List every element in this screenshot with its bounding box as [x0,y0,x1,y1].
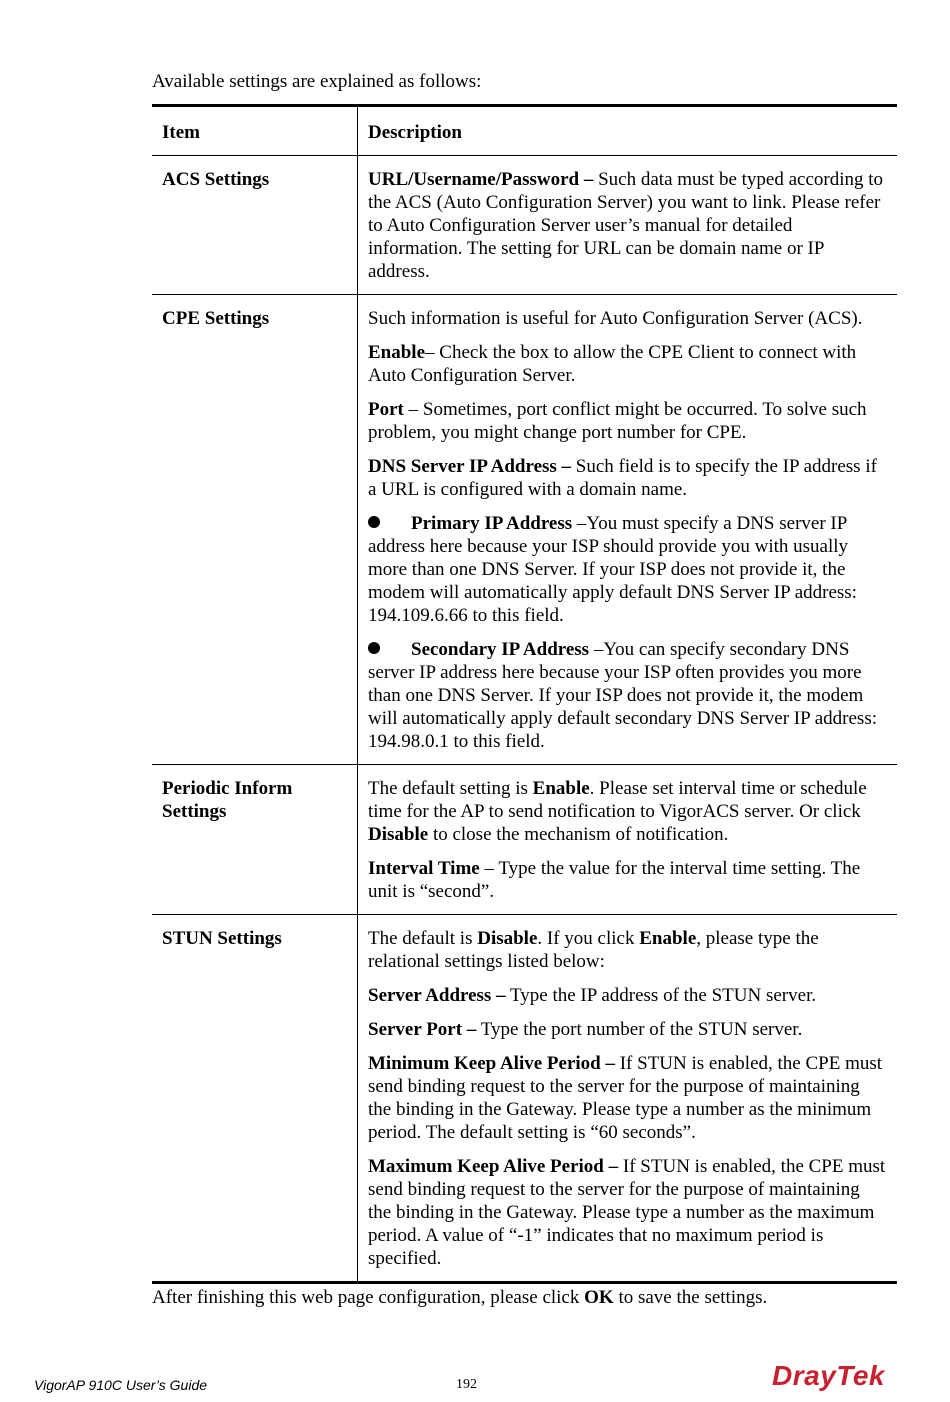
draytek-logo: DrayTek [772,1360,885,1391]
table-row-periodic [152,765,897,915]
periodic-default-paragraph: The default setting is Enable. Please set interval time or schedule time for the AP to send notification to VigorACS server. Or click Disable to close the mechanism of notification. [368,778,867,845]
cpe-port-paragraph: Port – Sometimes, port conflict might be occurred. To solve such problem, you might change port number for CPE. [368,399,867,443]
stun-default-paragraph: The default is Disable. If you click Enable, please type the relational settings listed below: [368,928,819,972]
description-periodic [358,765,898,915]
item-stun-settings: STUN Settings [152,915,358,1283]
item-periodic-inform-settings: Periodic Inform Settings [152,765,358,915]
footer-guide-title: VigorAP 910C User’s Guide [34,1377,208,1393]
intro-text: Available settings are explained as follows: [152,71,482,92]
table-row-cpe [152,295,897,765]
stun-max-keepalive-paragraph: Maximum Keep Alive Period – If STUN is enabled, the CPE must send binding request to the server for the purpose of maintaining the binding in the Gateway. Please type a number as the maximum period. A value of “-1” indicates that no maximum period is specified. [368,1156,886,1269]
item-cpe-settings: CPE Settings [152,295,358,765]
table-row-stun [152,915,897,1283]
cpe-primary-ip-paragraph: Primary IP Address –You must specify a DNS server IP address here because your ISP should provide you with usually more than one DNS Server. If your ISP does not provide it, the modem will automatically apply default DNS Server IP address: 194.109.6.66 to this field. [368,513,857,626]
item-acs-settings: ACS Settings [152,156,358,295]
cpe-enable-paragraph: Enable– Check the box to allow the CPE Client to connect with Auto Configuration Server. [368,342,857,386]
table-header-row [152,106,897,156]
periodic-interval-paragraph: Interval Time – Type the value for the interval time setting. The unit is “second”. [368,858,861,902]
bullet-icon [368,512,411,535]
cpe-secondary-ip-paragraph: Secondary IP Address –You can specify secondary DNS server IP address here because your ISP often provides you more than one DNS Server. If your ISP does not provide it, the modem will automatically apply default secondary DNS Server IP address: 194.98.0.1 to this field. [368,639,877,752]
acs-url-paragraph: URL/Username/Password – Such data must be typed according to the ACS (Auto Configuration Server) you want to link. Please refer to Auto Configuration Server user’s manual for detailed information. The setting for URL can be domain name or IP address. [368,169,884,282]
page-number: 192 [456,1377,477,1392]
settings-table [152,104,897,1284]
header-item: Item [152,106,358,156]
stun-server-address-paragraph: Server Address – Type the IP address of the STUN server. [368,985,817,1006]
cpe-intro-paragraph: Such information is useful for Auto Configuration Server (ACS). [368,308,863,329]
stun-server-port-paragraph: Server Port – Type the port number of the STUN server. [368,1019,803,1040]
cpe-dns-paragraph: DNS Server IP Address – Such field is to specify the IP address if a URL is configured with a domain name. [368,456,877,500]
outro-text: After finishing this web page configuration, please click OK to save the settings. [152,1287,768,1308]
header-description: Description [358,106,898,156]
description-acs [358,156,898,295]
description-stun [358,915,898,1283]
table-row-acs [152,156,897,295]
description-cpe [358,295,898,765]
stun-min-keepalive-paragraph: Minimum Keep Alive Period – If STUN is enabled, the CPE must send binding request to the server for the purpose of maintaining the binding in the Gateway. Please type a number as the minimum period. The default setting is “60 seconds”. [368,1053,883,1143]
bullet-icon [368,638,411,661]
